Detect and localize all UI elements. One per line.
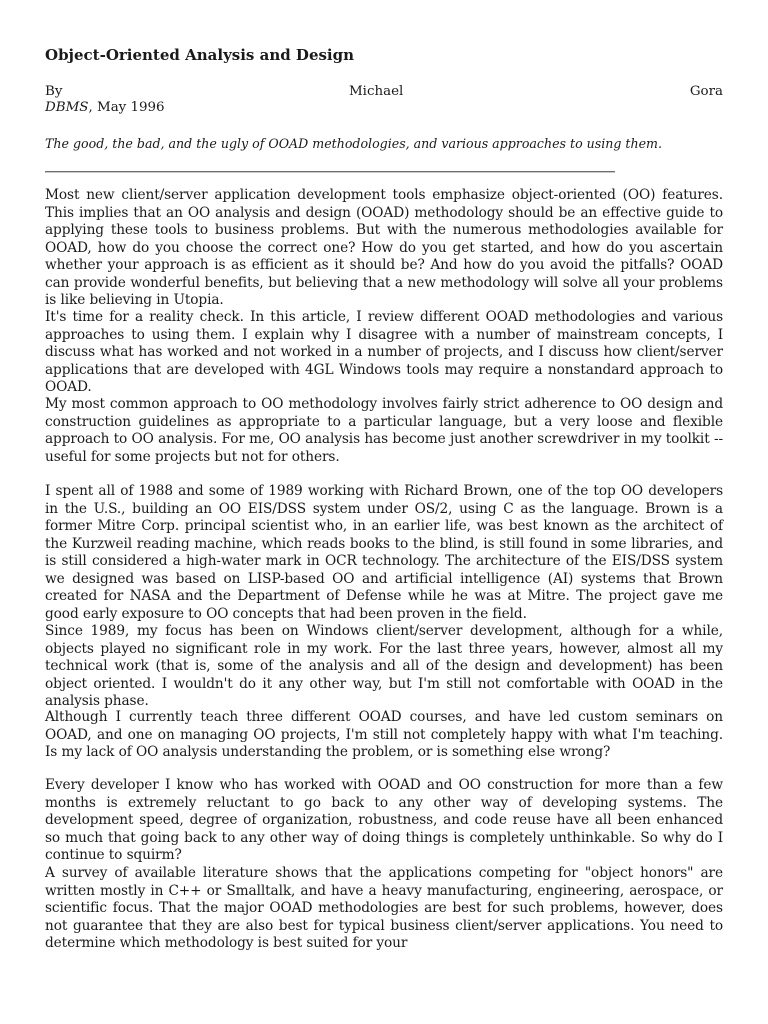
publication-name: DBMS bbox=[45, 100, 89, 115]
byline bbox=[45, 84, 723, 99]
byline-by: By bbox=[45, 84, 63, 99]
paragraph-6: Although I currently teach three different OOAD courses, and have led custom seminars on OOAD, and one on managing OO projects, I'm still not completely happy with what I'm teaching. Is my lack of OO analysis understanding the problem, or is something else wrong? bbox=[45, 709, 723, 760]
article-dek: The good, the bad, and the ugly of OOAD methodologies, and various approaches to using them. bbox=[45, 136, 662, 151]
paragraph-2: It's time for a reality check. In this article, I review different OOAD methodologies and various approaches to using them. I explain why I disagree with a number of mainstream concepts, I discuss what has worked and not worked in a number of projects, and I discuss how client/server applications that are developed with 4GL Windows tools may require a nonstandard approach to OOAD. bbox=[45, 309, 723, 395]
publication-line bbox=[45, 100, 165, 115]
paragraph-3: My most common approach to OO methodology involves fairly strict adherence to OO design and construction guidelines as appropriate to a particular language, but a very loose and flexible approach to OO analysis. For me, OO analysis has become just another screwdriver in my toolkit -- useful for some projects but not for others. bbox=[45, 396, 723, 465]
publication-date: , May 1996 bbox=[88, 100, 165, 115]
divider-rule bbox=[45, 171, 615, 173]
paragraph-4: I spent all of 1988 and some of 1989 working with Richard Brown, one of the top OO developers in the U.S., building an OO EIS/DSS system under OS/2, using C as the language. Brown is a former Mitre Corp. principal scientist who, in an earlier life, was best known as the architect of the Kurzweil reading machine, which reads books to the blind, is still found in some libraries, and is still considered a high-water mark in OCR technology. The architecture of the EIS/DSS system we designed was based on LISP-based OO and artificial intelligence (AI) systems that Brown created for NASA and the Department of Defense while he was at Mitre. The project gave me good early exposure to OO concepts that had been proven in the field. bbox=[45, 483, 723, 622]
article-title: Object-Oriented Analysis and Design bbox=[45, 46, 355, 64]
paragraph-8: A survey of available literature shows that the applications competing for "object honors" are written mostly in C++ or Smalltalk, and have a heavy manufacturing, engineering, aerospace, or scientific focus. That the major OOAD methodologies are best for such problems, however, does not guarantee that they are also best for typical business client/server applications. You need to determine which methodology is best suited for your bbox=[45, 865, 723, 951]
paragraph-7: Every developer I know who has worked with OOAD and OO construction for more than a few months is extremely reluctant to go back to any other way of developing systems. The development speed, degree of organization, robustness, and code reuse have all been enhanced so much that going back to any other way of doing things is completely unthinkable. So why do I continue to squirm? bbox=[45, 777, 723, 863]
byline-first-name: Michael bbox=[348, 84, 404, 99]
byline-last-name: Gora bbox=[689, 84, 723, 99]
paragraph-5: Since 1989, my focus has been on Windows client/server development, although for a while, objects played no significant role in my work. For the last three years, however, almost all my technical work (that is, some of the analysis and all of the design and development) has been object oriented. I wouldn't do it any other way, but I'm still not comfortable with OOAD in the analysis phase. bbox=[45, 623, 723, 709]
paragraph-1: Most new client/server application development tools emphasize object-oriented (OO) features. This implies that an OO analysis and design (OOAD) methodology should be an effective guide to applying these tools to business problems. But with the numerous methodologies available for OOAD, how do you choose the correct one? How do you get started, and how do you ascertain whether your approach is as efficient as it should be? And how do you avoid the pitfalls? OOAD can provide wonderful benefits, but believing that a new methodology will solve all your problems is like believing in Utopia. bbox=[45, 187, 723, 308]
